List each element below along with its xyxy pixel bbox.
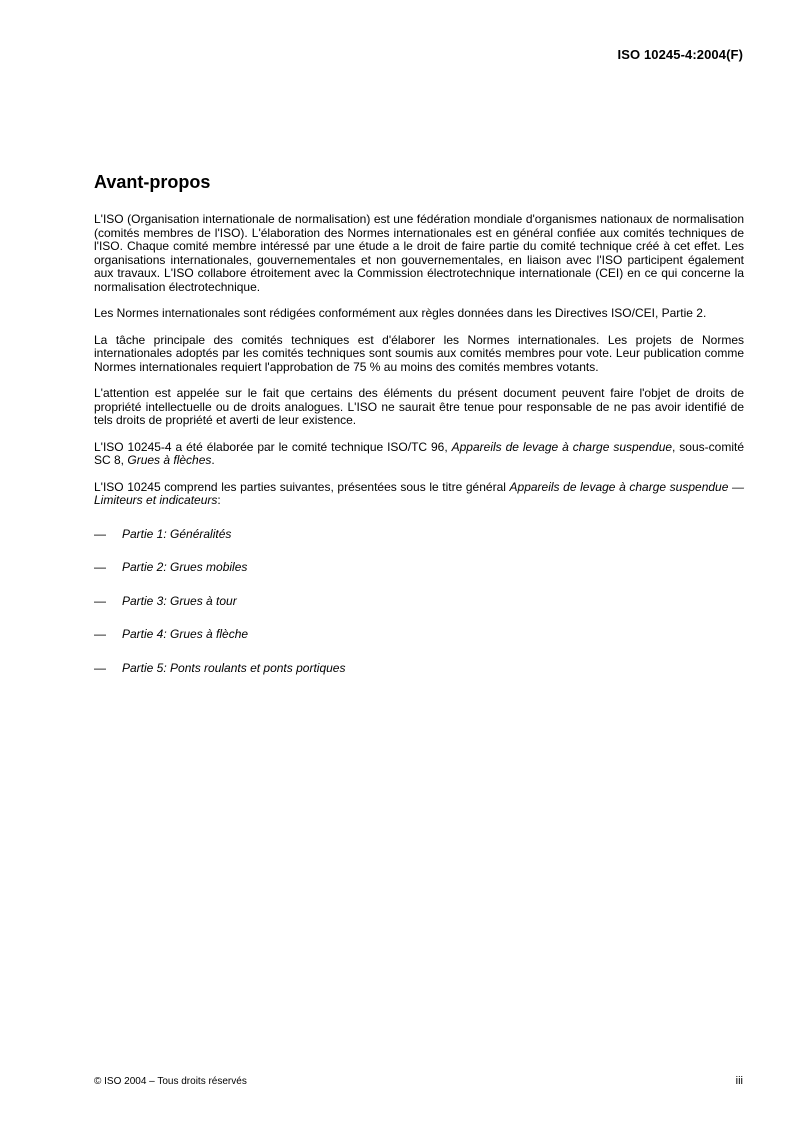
footer-page-number: iii — [735, 1075, 743, 1087]
dash-marker: — — [94, 593, 106, 608]
footer-copyright: © ISO 2004 – Tous droits réservés — [94, 1076, 247, 1087]
part-label: Partie 4: Grues à flèche — [122, 627, 249, 641]
dash-marker: — — [94, 627, 106, 641]
part-label: Partie 1: Généralités — [122, 526, 232, 541]
paragraph-iso-intro: L'ISO (Organisation internationale de normalisation) est une fédération mondiale d'organismes nationaux de normalisation (comités membres de l'ISO). L'élaboration des Normes internationales est en général confiée aux comités techniques de l'ISO. Chaque comité membre intéressé par une étude a le droit de faire partie du comité technique créé à cet effet. Les organisations internationales, gouvernementales et non gouvernementales, en liaison avec l'ISO participent également aux travaux. L'ISO collabore étroitement avec la Commission électrotechnique internationale (CEI) en ce qui concerne la normalisation électrotechnique. — [94, 212, 744, 294]
part-label: Partie 2: Grues mobiles — [122, 560, 248, 574]
dash-marker: — — [94, 560, 106, 574]
part-label: Partie 3: Grues à tour — [122, 593, 237, 608]
paragraph-directives: Les Normes internationales sont rédigées conformément aux règles données dans les Directives ISO/CEI, Partie 2. — [94, 306, 707, 320]
subcommittee-title: Grues à flèches — [127, 453, 212, 467]
document-id: ISO 10245-4:2004(F) — [617, 47, 743, 62]
parts-intro-text-a: L'ISO 10245 comprend les parties suivantes, présentées sous le titre général — [94, 479, 510, 494]
paragraph-committees: La tâche principale des comités techniques est d'élaborer les Normes internationales. Les projets de Normes internationales adoptés par les comités techniques sont soumis aux comités membres pour vote. Leur publication comme Normes internationales requiert l'approbation de 75 % au moins des comités membres votants. — [94, 332, 744, 374]
list-item — [94, 561, 744, 575]
list-item — [94, 528, 744, 542]
list-item — [94, 662, 744, 676]
prepared-by-text-a: L'ISO 10245-4 a été élaborée par le comité technique ISO/TC 96, — [94, 439, 452, 454]
paragraph-prepared-by — [94, 441, 744, 468]
prepared-by-text-c: , sous-comité SC 8, — [94, 439, 744, 467]
part-label: Partie 5: Ponts roulants et ponts portiques — [122, 660, 346, 675]
parts-intro-text-c: : — [217, 493, 221, 507]
list-item — [94, 595, 744, 609]
general-title: Appareils de levage à charge suspendue — Limiteurs et indicateurs — [94, 479, 744, 507]
prepared-by-text-e: . — [211, 453, 215, 467]
dash-marker: — — [94, 526, 106, 541]
section-title: Avant-propos — [94, 172, 211, 192]
foreword-section — [94, 172, 744, 695]
dash-marker: — — [94, 660, 106, 675]
list-item — [94, 628, 744, 642]
committee-title: Appareils de levage à charge suspendue — [451, 439, 673, 454]
paragraph-patent-rights: L'attention est appelée sur le fait que certains des éléments du présent document peuvent faire l'objet de droits de propriété intellectuelle ou de droits analogues. L'ISO ne saurait être tenue pour responsable de ne pas avoir identifié de tels droits de propriété et averti de leur existence. — [94, 386, 744, 427]
paragraph-parts-intro — [94, 481, 744, 508]
